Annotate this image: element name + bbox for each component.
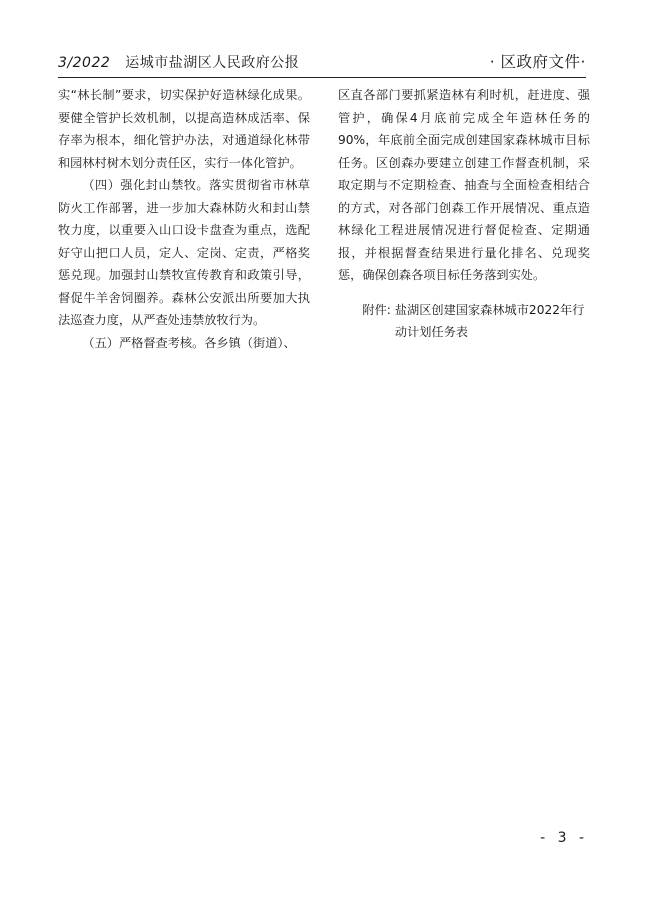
attachment-label: 附件: — [362, 302, 391, 317]
paragraph-continued: 实“林长制”要求，切实保护好造林绿化成果。要健全管护长效机制，以提高造林成活率、保存率为根本，细化管护办法，对通道绿化林带和园林村树木划分责任区，实行一体化管护。 — [58, 88, 310, 170]
paragraph-section-4: （四）强化封山禁牧。落实贯彻省市林草防火工作部署，进一步加大森林防火和封山禁牧力度，以重要入山口设卡盘查为重点，选配好守山把口人员，定人、定岗、定责，严格奖惩兑现。加强封山禁牧宣传教育和政策引导，督促牛羊舍饲圈养。森林公安派出所要加大执法巡查力度，从严查处违禁放牧行为。 — [58, 178, 310, 327]
header-left — [58, 52, 299, 72]
left-column — [58, 84, 310, 354]
right-column — [338, 84, 590, 344]
issue-number: 3/2022 — [58, 55, 111, 71]
attachment-text: 盐湖区创建国家森林城市2022年行动计划任务表 — [394, 302, 585, 339]
header-rule — [58, 77, 586, 78]
attachment-note — [338, 299, 590, 344]
paragraph-section-5-continued: 区直各部门要抓紧造林有利时机，赶进度、强管护，确保4月底前完成全年造林任务的90%，年底前全面完成创建国家森林城市目标任务。区创森办要建立创建工作督查机制，采取定期与不定期检查、抽查与全面检查相结合的方式，对各部门创森工作开展情况、重点造林绿化工程进展情况进行督促检查、定期通报，并根据督查结果进行量化排名、兑现奖惩，确保创森各项目标任务落到实处。 — [338, 88, 590, 282]
page-number: - 3 - — [540, 830, 588, 846]
paragraph-section-5: （五）严格督查考核。各乡镇（街道）、 — [82, 335, 296, 350]
page-header — [58, 50, 586, 76]
section-label: · 区政府文件· — [489, 53, 586, 71]
publication-title: 运城市盐湖区人民政府公报 — [125, 55, 300, 71]
